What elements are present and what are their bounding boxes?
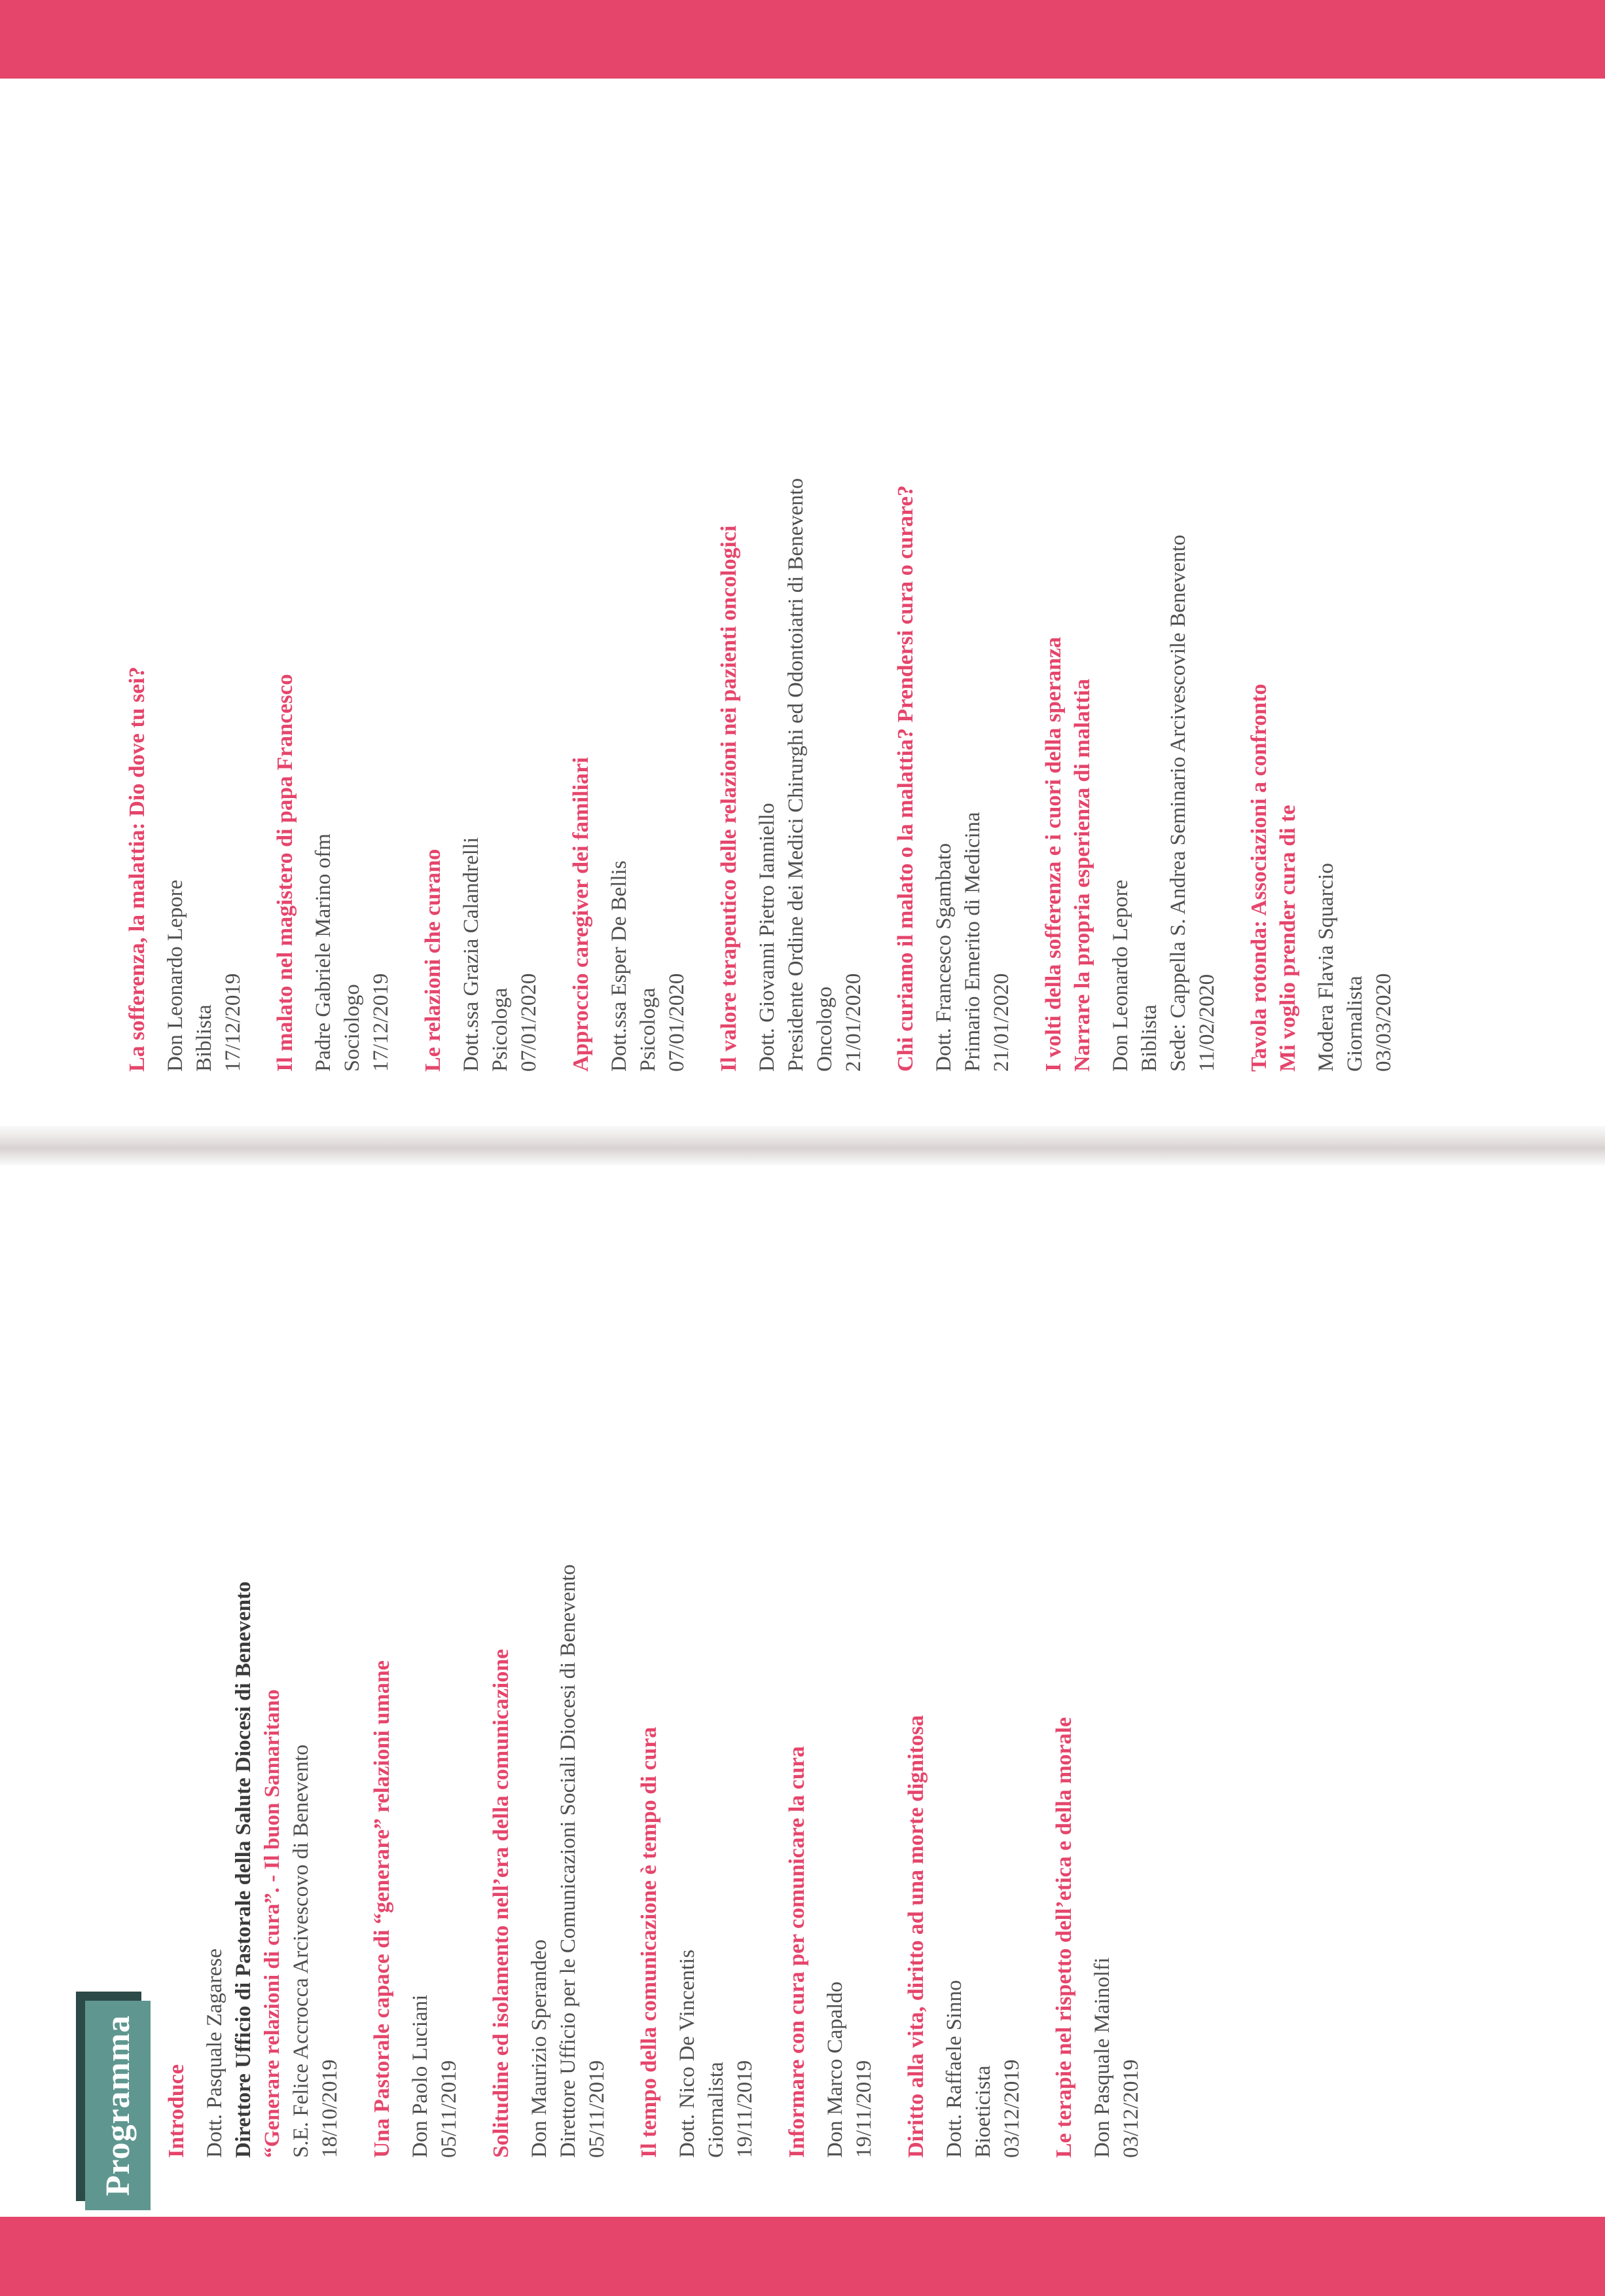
- badge-label: Programma: [85, 2001, 151, 2210]
- entry-line: Primario Emerito di Medicina: [961, 812, 984, 1072]
- entry-date: 17/12/2019: [221, 973, 245, 1072]
- entry-date: 18/10/2019: [318, 2059, 342, 2158]
- entry-line: Biblista: [1138, 1004, 1161, 1072]
- entry-line: Giornalista: [1343, 975, 1367, 1072]
- entry-line: Psicologa: [488, 987, 512, 1072]
- entry-line: Dott. Francesco Sgambato: [932, 843, 956, 1072]
- entry-line: Don Maurizio Sperandeo: [528, 1939, 551, 2158]
- entry-title: Solitudine ed isolamento nell’era della comunicazione: [489, 1649, 513, 2158]
- entry-line: Dott. Nico De Vincentis: [676, 1949, 699, 2158]
- entry-line: Bioeticista: [971, 2065, 995, 2158]
- intro-entry: [164, 1216, 344, 2158]
- entry-date: 17/12/2019: [369, 973, 393, 1072]
- program-entry: [488, 1216, 611, 2158]
- program-entry: [272, 118, 395, 1072]
- entry-title: Il valore terapeutico delle relazioni nei pazienti oncologici: [717, 525, 741, 1072]
- entry-title: Diritto alla vita, diritto ad una morte dignitosa: [904, 1715, 928, 2158]
- entry-line: Oncologo: [813, 986, 837, 1072]
- program-entry: [903, 1216, 1026, 2158]
- program-entry: [124, 118, 247, 1072]
- left-panel: [0, 1170, 1605, 2217]
- entry-title: Le terapie nel rispetto dell’etica e della morale: [1052, 1717, 1076, 2158]
- program-entry: [1041, 118, 1221, 1072]
- entry-line: Dott.ssa Grazia Calandrelli: [460, 837, 483, 1072]
- entry-title: Una Pastorale capace di “generare” relazioni umane: [370, 1660, 394, 2158]
- entry-date: 03/12/2019: [1119, 2059, 1143, 2158]
- entry-line: Dott. Giovanni Pietro Ianniello: [755, 803, 779, 1072]
- program-entry: [636, 1216, 759, 2158]
- entry-line: Padre Gabriele Marino ofm: [312, 833, 335, 1072]
- entry-title: Chi curiamo il malato o la malattia? Prendersi cura o curare?: [893, 485, 918, 1072]
- entry-date: 11/02/2020: [1195, 974, 1219, 1072]
- program-entry: [1246, 118, 1398, 1072]
- entry-subtitle: “Generare relazioni di cura”. - Il buon Samaritano: [261, 1689, 284, 2158]
- entry-date: 21/01/2020: [842, 973, 865, 1072]
- entry-line: Don Leonardo Lepore: [1109, 879, 1132, 1072]
- entry-line: Direttore Ufficio per le Comunicazioni Sociali Diocesi di Benevento: [556, 1564, 580, 2158]
- entry-date: 05/11/2019: [585, 2060, 609, 2158]
- program-entry: [420, 118, 543, 1072]
- right-panel: [0, 79, 1605, 1131]
- entry-line: Sociologo: [340, 984, 364, 1072]
- entry-line: Don Pasquale Mainolfi: [1091, 1957, 1114, 2158]
- program-entry: [784, 1216, 878, 2158]
- entry-date: 03/12/2019: [1000, 2059, 1024, 2158]
- entry-date: 07/01/2020: [665, 973, 689, 1072]
- entry-title: La sofferenza, la malattia: Dio dove tu sei?: [125, 666, 149, 1072]
- entry-line: Modera Flavia Squarcio: [1314, 863, 1338, 1072]
- entry-title: Tavola rotonda: Associazioni a confronto: [1247, 683, 1271, 1072]
- entry-title: Il tempo della comunicazione è tempo di cura: [637, 1726, 661, 2158]
- entry-title: Approccio caregiver dei familiari: [569, 757, 593, 1072]
- entry-title: Il malato nel magistero di papa Francesco: [273, 674, 297, 1072]
- entry-title: Le relazioni che curano: [421, 848, 445, 1072]
- entry-title: Introduce: [164, 2064, 189, 2158]
- entry-date: 07/01/2020: [517, 973, 541, 1072]
- entry-speaker: Dott. Pasquale Zagarese: [203, 1948, 226, 2158]
- entry-line: Don Marco Capaldo: [823, 1981, 847, 2158]
- entry-role: Direttore Ufficio di Pastorale della Salute Diocesi di Benevento: [232, 1581, 255, 2158]
- program-entry: [893, 118, 1016, 1072]
- entry-date: 19/11/2019: [852, 2060, 876, 2158]
- entry-line: Psicologa: [636, 987, 660, 1072]
- entry-line: Dott.ssa Esper De Bellis: [607, 860, 631, 1072]
- entry-title-second: Narrare la propria esperienza di malattia: [1070, 678, 1094, 1072]
- entry-date: 03/03/2020: [1372, 973, 1396, 1072]
- entry-line: Dott. Raffaele Sinno: [943, 1980, 966, 2158]
- entry-title: I volti della sofferenza e i cuori della speranza: [1041, 636, 1066, 1072]
- program-entry: [1051, 1216, 1145, 2158]
- left-panel-content: [164, 1216, 1145, 2158]
- entry-line: Presidente Ordine dei Medici Chirurghi ed Odontoiatri di Benevento: [784, 478, 808, 1072]
- entry-guest: S.E. Felice Accrocca Arcivescovo di Benevento: [289, 1744, 313, 2158]
- entry-line: Don Leonardo Lepore: [164, 879, 187, 1072]
- entry-title-second: Mi voglio prender cura di te: [1276, 805, 1300, 1072]
- entry-line: Don Paolo Luciani: [408, 1994, 432, 2158]
- entry-line: Giornalista: [704, 2062, 728, 2158]
- program-entry: [716, 118, 868, 1072]
- entry-line: Sede: Cappella S. Andrea Seminario Arcivescovile Benevento: [1166, 534, 1190, 1072]
- entry-title: Informare con cura per comunicare la cura: [785, 1746, 809, 2158]
- entry-line: Biblista: [192, 1004, 216, 1072]
- programma-badge: [85, 2001, 151, 2210]
- entry-date: 05/11/2019: [437, 2060, 461, 2158]
- entry-date: 21/01/2020: [990, 973, 1013, 1072]
- entry-date: 19/11/2019: [733, 2060, 757, 2158]
- program-entry: [568, 118, 691, 1072]
- program-entry: [369, 1216, 463, 2158]
